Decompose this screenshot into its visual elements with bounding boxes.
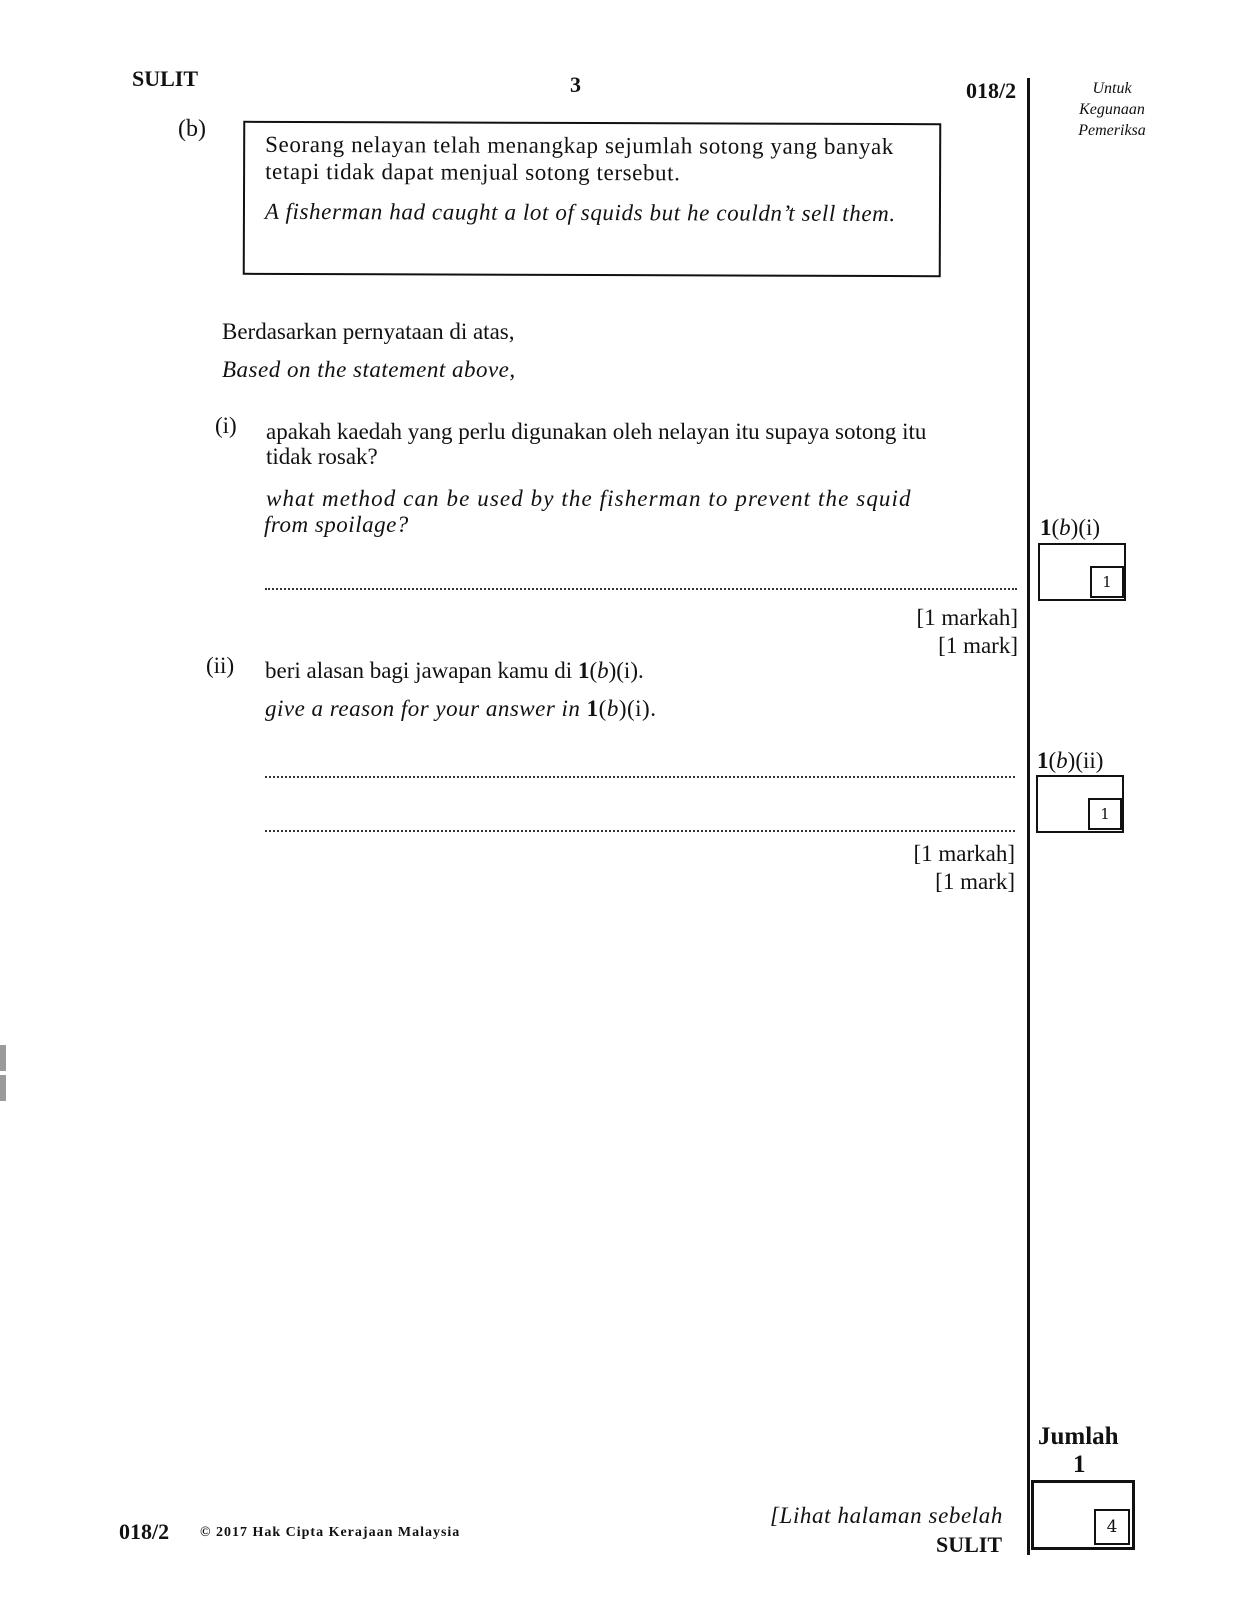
examiner-use-label: Untuk Kegunaan Pemeriksa — [1078, 80, 1146, 139]
score-box-i[interactable] — [1038, 543, 1126, 601]
total-score-box[interactable] — [1031, 1480, 1135, 1550]
margin-divider — [1027, 78, 1030, 1555]
footer-copyright: © 2017 Hak Cipta Kerajaan Malaysia — [200, 1525, 461, 1540]
max-score-i: 1 — [1090, 566, 1124, 598]
question-i-english: what method can be used by the fisherman to prevent the squid — [266, 486, 912, 511]
footer-sulit: SULIT — [936, 1532, 1003, 1557]
total-label: Jumlah — [1038, 1423, 1119, 1450]
mark-malay-i: [1 markah] — [916, 605, 1018, 630]
part-label: (b) — [178, 116, 206, 142]
score-box-ii[interactable] — [1036, 775, 1124, 833]
statement-english: A fisherman had caught a lot of squids but he couldn’t sell them. — [264, 198, 896, 227]
question-ii-number: (ii) — [206, 653, 235, 678]
statement-malay: Seorang nelayan telah menangkap sejumlah sotong yang banyak tetapi tidak dapat menjual sotong tersebut. — [265, 131, 894, 186]
question-i-english: from spoilage? — [264, 512, 409, 537]
answer-line-ii[interactable] — [265, 776, 1015, 778]
scan-artifact — [0, 1075, 6, 1101]
intro-malay: Berdasarkan pernyataan di atas, — [222, 319, 515, 344]
mark-english-i: [1 mark] — [938, 633, 1018, 658]
question-ii-malay: beri alasan bagi jawapan kamu di 1(b)(i). — [265, 658, 644, 683]
max-score-ii: 1 — [1088, 798, 1122, 830]
footer-next-page: [Lihat halaman sebelah — [770, 1503, 1003, 1528]
page-number: 3 — [570, 72, 581, 97]
total-max-score: 4 — [1094, 1509, 1130, 1545]
paper-code: 018/2 — [966, 78, 1017, 103]
question-i-number: (i) — [215, 413, 237, 438]
question-ii-english: give a reason for your answer in 1(b)(i). — [265, 696, 657, 721]
question-i-malay: apakah kaedah yang perlu digunakan oleh nelayan itu supaya sotong itu — [266, 419, 927, 444]
footer-code: 018/2 — [119, 1519, 170, 1544]
question-i-malay: tidak rosak? — [266, 444, 378, 469]
intro-english: Based on the statement above, — [222, 357, 516, 382]
score-label-i: 1(b)(i) — [1040, 515, 1101, 540]
mark-english-ii: [1 mark] — [935, 869, 1015, 894]
score-label-ii: 1(b)(ii) — [1037, 748, 1104, 773]
total-question-number: 1 — [1073, 1451, 1086, 1478]
scan-artifact — [0, 1045, 6, 1071]
answer-line-ii[interactable] — [265, 830, 1015, 832]
answer-line-i[interactable] — [265, 588, 1017, 590]
statement-box — [243, 121, 942, 277]
header-sulit: SULIT — [132, 66, 199, 91]
mark-malay-ii: [1 markah] — [913, 841, 1015, 866]
